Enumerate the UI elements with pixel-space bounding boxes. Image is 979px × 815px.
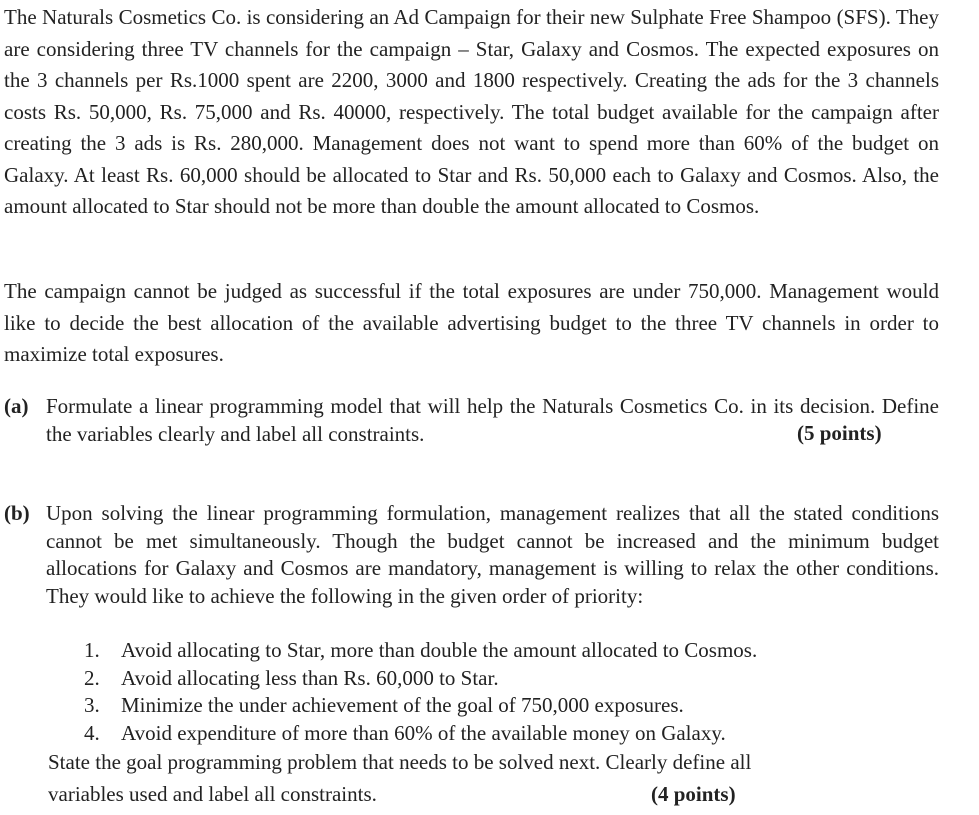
priority-number: 2. (84, 665, 100, 690)
priority-text: Avoid allocating less than Rs. 60,000 to Star. (121, 665, 499, 690)
priority-item (84, 720, 757, 748)
question-b-text: Upon solving the linear programming formulation, management realizes that all the stated conditions cannot be met simultaneously. Though the budget cannot be increased and the minimum budget allocations for Galaxy and Cosmos are mandatory, management is willing to relax the other conditions. They would like to achieve the following in the given order of priority: (46, 501, 939, 608)
priority-text: Minimize the under achievement of the goal of 750,000 exposures. (121, 693, 684, 717)
priority-item (84, 637, 757, 665)
priority-text: Avoid allocating to Star, more than double the amount allocated to Cosmos. (121, 638, 758, 662)
question-b-closing-line-2: variables used and label all constraints. (48, 782, 377, 806)
question-a-text: Formulate a linear programming model that will help the Naturals Cosmetics Co. in its decision. Define the variables clearly and label all constraints. (46, 394, 939, 446)
priority-number: 3. (84, 693, 100, 717)
priority-number: 4. (84, 720, 100, 745)
question-a-label: (a) (4, 394, 29, 418)
priority-list (84, 637, 757, 747)
priority-item (84, 665, 757, 693)
question-a-points: (5 points) (797, 421, 882, 445)
question-b-closing-line-1: State the goal programming problem that needs to be solved next. Clearly define all (48, 750, 752, 774)
question-b-label: (b) (4, 501, 30, 525)
second-paragraph: The campaign cannot be judged as successful if the total exposures are under 750,000. Management would like to decide the best allocation of the available advertising budget to the three TV channels in order to maximize total exposures. (4, 279, 939, 366)
question-b-points: (4 points) (651, 782, 736, 806)
priority-number: 1. (84, 638, 100, 662)
priority-item (84, 692, 757, 720)
intro-paragraph: The Naturals Cosmetics Co. is considering an Ad Campaign for their new Sulphate Free Shampoo (SFS). They are considering three TV channels for the campaign – Star, Galaxy and Cosmos. The expected exposures on the 3 channels per Rs.1000 spent are 2200, 3000 and 1800 respectively. Creating the ads for the 3 channels costs Rs. 50,000, Rs. 75,000 and Rs. 40000, respectively. The total budget available for the campaign after creating the 3 ads is Rs. 280,000. Management does not want to spend more than 60% of the budget on Galaxy. At least Rs. 60,000 should be allocated to Star and Rs. 50,000 each to Galaxy and Cosmos. Also, the amount allocated to Star should not be more than double the amount allocated to Cosmos. (4, 5, 939, 218)
priority-text: Avoid expenditure of more than 60% of the available money on Galaxy. (121, 720, 726, 745)
